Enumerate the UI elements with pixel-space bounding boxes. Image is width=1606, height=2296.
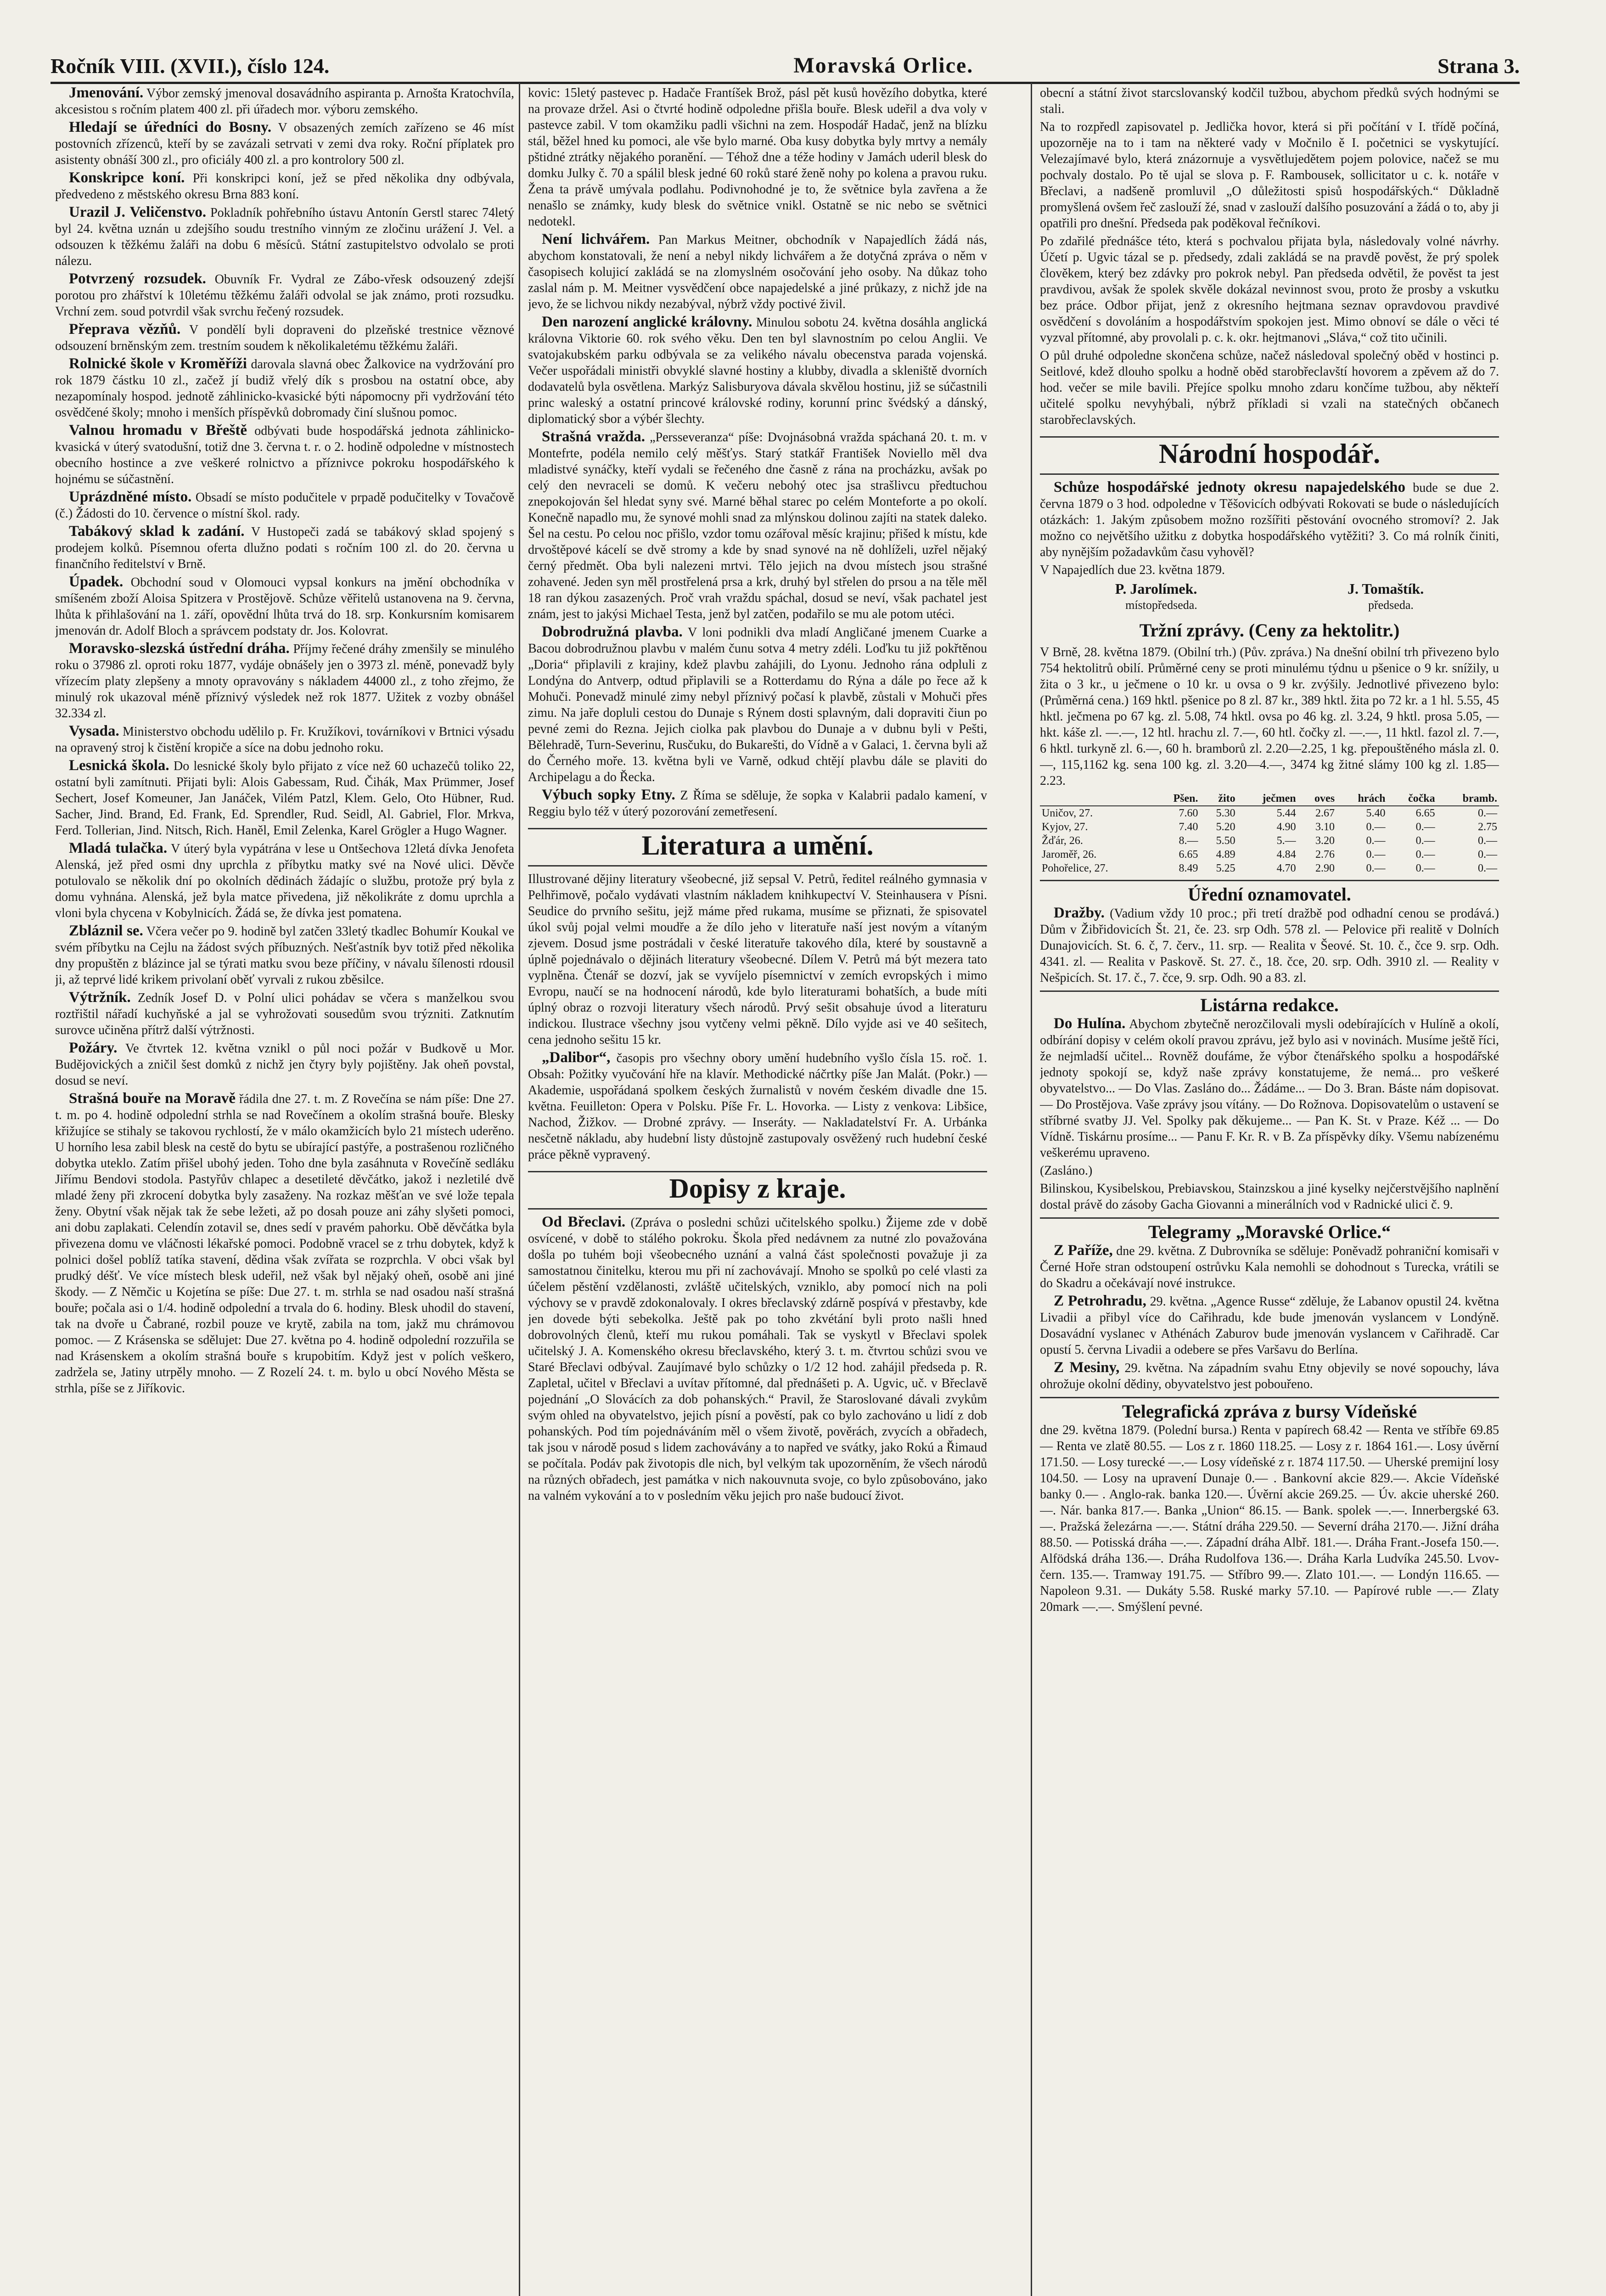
- news-article: [1040, 1293, 1499, 1358]
- price-cell: 5.40: [1366, 807, 1386, 819]
- article-text: 29. května. „Agence Russe“ zděluje, že Labanov opustil 24. května Livadii a přibyl více do Cařihradu, kde bude jmenován vyslancem v Londýně. Dosavádní vyslanec v Athénách Zaburov bude jmenován vyslancem v Cařihradě. Car opustí 5. června Livadii a odebere se přes Varšavu do Berlína.: [1040, 1294, 1499, 1357]
- article-headline: Do Hulína.: [1054, 1015, 1126, 1032]
- price-column-header: žito: [1218, 793, 1235, 805]
- article-text: Ministerstvo obchodu udělilo p. Fr. Kružíkovi, továrníkovi v Brtnici výsadu na opravený stroj k čistění kropiče a síce na dobu jednoho roku.: [55, 725, 514, 755]
- article-text: Minulou sobotu 24. května dosáhla anglická královna Viktorie 60. rok svého věku. Den ten byl slavnostním po celou Anglii. Ve svatojakubském parku odbývala se za velikého návalu obecenstva parada vojenská. Večer uspořádali ministři obvyklé slavné hostiny a klubby, divadla a skleniště dvorních dodavatelů byla osvětlena. Markýz Salisburyova dávala skvělou hostinu, již se súčastnili princ waleský a ostatní princové královské rodiny, korunní princ švédský a dánský, diplomatický sbor a výbér šlechty.: [528, 315, 987, 426]
- article-headline: Vysada.: [69, 723, 119, 739]
- news-article: [55, 271, 514, 320]
- price-cell: 0.—: [1415, 821, 1435, 833]
- news-article: [1040, 233, 1499, 346]
- news-article: [55, 923, 514, 988]
- article-headline: Jmenování.: [69, 85, 144, 101]
- article-headline: Moravsko-slezská ústřední dráha.: [69, 640, 290, 657]
- article-text: Do lesnické školy bylo přijato z více než 60 uchazečů toliko 22, ostatní byli zamítnuti. Přijati byli: Alois Gabessam, Rud. Čihák, Max Prümmer, Josef Sechert, Josef Komeuner, Jan Janáček, Vilém Patzl, Klem. Gelo, Oto Hübner, Rud. Sacher, Jind. Brand, Ed. Frank, Ed. Sprendler, Rud. Seidl, Al. Gabriel, Flor. Mrkva, Ferd. Tollerian, Jind. Nitsch, Rich. Haněl, Emil Zelenka, Karel Grögler a Hugo Wagner.: [55, 759, 514, 838]
- price-cell: Jaroměř, 26.: [1042, 849, 1097, 861]
- price-cell: 5.—: [1276, 835, 1296, 847]
- article-headline: Schůze hospodářské jednoty okresu napajedelského: [1054, 479, 1405, 495]
- price-cell: 3.10: [1315, 821, 1335, 833]
- price-cell: 0.—: [1415, 862, 1435, 874]
- signature-name: P. Jarolímek.: [1115, 580, 1197, 597]
- news-article: [1040, 85, 1499, 117]
- price-column-header: bramb.: [1462, 793, 1497, 805]
- column-2: [528, 85, 987, 2296]
- price-cell: Žďár, 26.: [1042, 835, 1083, 847]
- news-article: [55, 119, 514, 168]
- news-article: [55, 990, 514, 1038]
- table-row: [1040, 848, 1499, 861]
- article-headline: Z Mesiny,: [1054, 1359, 1120, 1376]
- article-headline: Hledají se úředníci do Bosny.: [69, 119, 272, 135]
- price-cell: 0.—: [1366, 849, 1386, 861]
- news-article: [528, 624, 987, 785]
- article-headline: Lesnická škola.: [69, 757, 169, 774]
- article-headline: Úpadek.: [69, 574, 124, 590]
- article-text: Po zdařilé přednášce této, která s pochvalou přijata byla, následovaly volné návrhy. Účetí p. Ugvic tázal se p. předsedy, zdali zakládá se na pravdě pověst, že prý spolek člověkem, který bez zdávky pro pokrok nebyl. Pan předseda odvětil, že pověst ta jest pravdivou, avšak že spolek skvěle dokázal nevinnost svou, proto že prosby a vskutku bez práce. Odbor přijat, jenž z okresního hejtmana seznav opravdovou pravdivé osvědčení s dovoláním a hospodářstvím spokojen jest. Mimo obnoví se dále o věci té vyzval přítomné, aby provolali p. c. k. okr. hejtmanovi „Sláva,“ což tito učinili.: [1040, 234, 1499, 345]
- news-article: [55, 1040, 514, 1089]
- price-cell: 7.40: [1179, 821, 1198, 833]
- newspaper-title: Moravská Orlice.: [793, 53, 974, 78]
- article-headline: Tabákový sklad k zadání.: [69, 523, 245, 540]
- article-text: řádila dne 27. t. m. Z Rovečína se nám píše: Dne 27. t. m. po 4. hodině odpolední strhla se nad Rovečínem a okolím strašná bouře. Blesky křižujíce se stihaly se takovou rychlostí, že v málo okamžicích bylo 21 místech uderěno. U horního lesa zabil blesk na cestě do bytu se ubírající pastýře, a postrašenou rozličného dobytka uteklo. Zatím přišel ubohý jeden. Toho dne byla zasáhnuta v Rovečíně sedláku Jiřímu Bendovi stodola. Pastyřův chlapec a desetileté děvčátko, jakož i nezletilé dvě mladé ženy při zkrocení dobytka byly zasaženy. Na rozkaz měšťan ve své lože tepala ženy. Obytní však nějak tak že sebe ležeti, až po dosah pouze ani záhy slyšeti pomoci, ani dobu zaplakati. Celendín zotavil se, dnes sedí v pravém pahorku. Obě děvčátka byla přivezena domu ve vláčnosti lékařské pomoci. Podobně vracel se z trhu dobytek, když k polnici došel poblíž tatíka stavení, dědina však zvířata se rozprchla. V obci však byl prudký déšť. Ve více místech blesk udeřil, než však byl nějaký oheň, osobě ani jiné škody. — Z Němčic u Kojetína se píše: Due 27. t. m. strhla se nad osadou naší strašná bouře; počala asi o 1/4. hodině odpolední a trvala do 6. hodiny. Blesk uhodil do stavení, tak na dvoře u Čabrané, rozbil pouze ve krytě, zabila na tom, jakž mu chrámovou pomoc. — Z Krásenska se sdělujet: Due 27. května po 4. hodině odpolední rozzuřila se nad Krásenskem a okolím strašná bouře s krupobitím. Když jest v polích veškero, zadržela se, Jatiny utrpěly mnoho. — Z Rozelí 24. t. m. bylo u obcí Nového Města se strhla, píše se z Jiříkovic.: [55, 1092, 514, 1396]
- signatures: [1040, 581, 1499, 597]
- article-text: V Hustopeči zadá se tabákový sklad spojený s prodejem kolků. Písemnou oferta dlužno podati s ročním 100 zl. do 20. června u finančního ředitelství v Brně.: [55, 525, 514, 571]
- article-text: V obsazených zemích zařízeno se 46 míst postovních zřízenců, kteří by se zavázali setrvati v zemi dva roky. Roční příplatek pro asistenty obnáší 300 zl., pro oficiály 400 zl. a pro kontrolory 500 zl.: [55, 121, 514, 167]
- price-cell: 0.—: [1366, 821, 1386, 833]
- signature-roles: [1040, 597, 1499, 613]
- price-cell: Pohořelice, 27.: [1042, 862, 1108, 874]
- article-text: (Vadium vždy 10 proc.; při tretí dražbě pod odhadní cenou se prodává.) Dům v Žibřidovicích Št. 21, če. 23. srp Odh. 578 zl. — Pelovice při realitě v Dolních Dunajovicích. St. 6. č, 7. červ., 11. srp. — Realita v Šeové. St. 10. č., čce 9. srp. Odh. 4341. zl. — Realita v Paskově. St. 27. č., 18. čce, 20. srp. Odh. 3910 zl. — Reality v Nešpicích. St. 17. č., 7. čce, 9. srp. Odh. 90 a 83. zl.: [1040, 906, 1499, 985]
- section-heading: Literatura a umění.: [528, 828, 987, 867]
- section-heading: Národní hospodář.: [1040, 436, 1499, 475]
- news-article: [55, 170, 514, 203]
- article-text: V pondělí byli dopraveni do plzeňské trestnice věznové odsouzení brněnským zem. trestním soudem k několikaletému těžkému žaláři.: [55, 323, 514, 353]
- article-headline: Dražby.: [1054, 905, 1105, 921]
- news-article: [1040, 119, 1499, 231]
- table-row: [1040, 820, 1499, 834]
- news-article: [55, 574, 514, 639]
- article-text: Ve čtvrtek 12. května vznikl o půl noci požár v Budkově u Mor. Budějovických a zničil šest domků z nichž jen čtyry byly pojištěny. Jak oheň povstal, dosud se neví.: [55, 1041, 514, 1088]
- news-article: [55, 422, 514, 487]
- table-row: [1040, 806, 1499, 820]
- news-article: [55, 723, 514, 756]
- article-headline: Konskripce koní.: [69, 169, 185, 186]
- article-text: Obsadí se místo podučitele v prpadě podučitelky v Tovačově (č.) Žádosti do 10. července o místní škol. rady.: [55, 490, 514, 521]
- price-cell: 0.—: [1415, 835, 1435, 847]
- price-cell: 5.30: [1216, 807, 1235, 819]
- article-text: (Zpráva o posledni schůzi učitelského spolku.) Žijeme zde v době osvícené, v době to stálého pokroku. Škola před nedávnem za nutné zlo považována došla po tuhém boji všeobecného uznání a valná část společnosti považuje ji za samostatnou činitelku, kterou mu při ní zachovávají. Mnoho se spolků po celé vlasti za účelem pěstění vzdělanosti, zvláště učitelských, vzniklo, aby pomocí nich na poli výchovy se v pravdě zdokonalovaly. I okres břeclavský zdárně pospívá v přestavby, kde jen dovede býti sebekolka. Ještě pak po toho zkvétání byli proto našli hned dobrovolných členů, kteří mu rukou pomáhali. Tak se vyskytl v Břeclavi spolek učitelský J. A. Komenského okresu břeclavského, který 3. t. m. čtvrtou schůzi svou ve Staré Břeclavi odbýval. Zaujímavé bylo schůzky o 1/2 12 hod. zahájil předseda p. R. Zapletal, učitel v Břeclavi a uvítav přítomné, dal přednášeti p. A. Ugvic, uč. v Břeclavě pojednání „O Slovácích za dob pohanských.“ Pravil, že Staroslované dávali zvykům svým ohled na obyvatelstvo, jejich písní a pověstí, pak co bylo zachováno u lidí z dob pohanských. Pod tím pojednáváním měl o všem životě, pověrách, zvycích a obřadech, tak jsou v národě posud s lidem zachovávány a to napřed ve svátky, jako Rokú a Řimaud se počítala. Podáv pak životopis dle nich, byl velkým tak upozorněním, že všech národů na různých obřadech, jest památka v nich nakouvnuta svoje, co bylo způsobováno, jako na valném vykování a to v posledním věku jejich pro naše budoucí život.: [528, 1216, 987, 1503]
- box-heading: Úřední oznamovatel.: [1040, 880, 1499, 905]
- price-cell: 2.67: [1315, 807, 1335, 819]
- price-cell: 4.84: [1276, 849, 1296, 861]
- price-cell: 3.20: [1315, 835, 1335, 847]
- news-article: [1040, 1181, 1499, 1213]
- price-cell: 5.25: [1216, 862, 1235, 874]
- article-text: Příjmy řečené dráhy zmenšily se minulého roku o 37986 zl. oproti roku 1877, vydáje obnášely jen o 3973 zl. méně, ponevadž byly vřízecím platy zlepšeny a mnoty opravovány s nákladem 44000 zl., z toho zřejmo, že minulý rok ukazoval méně příznivý výsledek než rok 1877. Užitek z vozby obnášel 32.334 zl.: [55, 642, 514, 720]
- table-row: [1040, 861, 1499, 875]
- news-article: [528, 1050, 987, 1163]
- article-headline: Dobrodružná plavba.: [542, 624, 683, 640]
- box-heading: Listárna redakce.: [1040, 990, 1499, 1016]
- article-headline: Výtržník.: [69, 989, 131, 1006]
- article-headline: Z Petrohradu,: [1054, 1293, 1146, 1309]
- article-headline: Požáry.: [69, 1040, 118, 1056]
- price-cell: 4.89: [1216, 849, 1235, 861]
- news-article: [55, 840, 514, 921]
- article-text: Obuvník Fr. Vydral ze Zábo-vřesk odsouzený zdejší porotou pro zhářství k 10letému těžkému žaláři odvolal se jak známo, proti rozsudku. Vrchní zem. soud potvrdil však svrchu řečený rozsudek.: [55, 272, 514, 319]
- price-cell: 2.90: [1315, 862, 1335, 874]
- article-text: Illustrované dějiny literatury všeobecné, již sepsal V. Petrů, ředitel reálného gymnasia v Pelhřimově, počalo vydávati vlastním nákladem knihkupectví V. Steinhausera v Písni. Seudice do prvního sešitu, jejž máme před rukama, musíme se přiznati, že spisovatel úkol svůj pojal velmi moudře a že dílo jeho v literatuře naší jest novým a vítaným zjevem. Dosud jsme postrádali v české literatuře takového díla, které by soustavně a úplně pojednávalo o dějinách literatury všeobecné. Dílem V. Petrů má být mezera tato vyplněna. Čtenář se dozví, jak se vyvíjelo písemnictví v zemích evropských i mimo Evropu, naučí se na hodnocení národů, kde bylo literaturami bohatších, a bude míti úplný obraz o rozvoji literatury všech národů. Prvý sešit obsahuje úvod a literaturu indickou. Ilustrace všechny jsou vytčeny velmi pěkně. Dílo vyjde asi ve 40 sešitech, cena jednoho sešitu 15 kr.: [528, 872, 987, 1047]
- price-cell: 6.65: [1179, 849, 1198, 861]
- price-column-header: hrách: [1358, 793, 1386, 805]
- article-text: obecní a státní život starcslovanský kodčil tužbou, abychom předků svých hodnými se stali.: [1040, 86, 1499, 116]
- price-cell: 0.—: [1478, 807, 1497, 819]
- price-cell: 8.—: [1179, 835, 1198, 847]
- article-headline: Strašná bouře na Moravě: [69, 1090, 236, 1107]
- price-cell: 7.60: [1179, 807, 1198, 819]
- article-text: bude se due 2. června 1879 o 3 hod. odpoledne v Těšovicích odbývati Rokovati se bude o následujících otázkách: 1. Jakým způsobem možno rozšířiti pěstování ovocného stromoví? 2. Jak možno co největšího užitku z dobytka hospodářského vytěžiti? 3. Co má rolník činiti, aby nynějším požadavkům času vyhověl?: [1040, 481, 1499, 559]
- article-text: Pan Markus Meitner, obchodník v Napajedlích žádá nás, abychom konstatovali, že není a nebyl nikdy lichvářem a že dotyčná zpráva o něm v časopisech kolujicí zakládá se na zlomyslném osočování jeho osoby. Na důkaz toho zaslal nám p. M. Meitner vysvědčení obce napajedelské a jiné průkazy, z nichž jde na jevo, že se lichvou nikdy nezabýval, nýbrž vždy poctivé živil.: [528, 233, 987, 311]
- news-article: [55, 489, 514, 522]
- article-headline: Urazil J. Veličenstvo.: [69, 204, 207, 220]
- news-article: [1040, 905, 1499, 986]
- article-headline: Uprázdněné místo.: [69, 489, 192, 505]
- box-heading: Telegramy „Moravské Orlice.“: [1040, 1217, 1499, 1243]
- news-article: [55, 1091, 514, 1396]
- price-cell: 5.20: [1216, 821, 1235, 833]
- price-cell: 2.75: [1478, 821, 1497, 833]
- price-cell: 4.70: [1276, 862, 1296, 874]
- price-column-header: Pšen.: [1173, 793, 1198, 805]
- news-article: [1040, 348, 1499, 428]
- article-headline: Potvrzený rozsudek.: [69, 270, 206, 287]
- news-article: [55, 85, 514, 118]
- article-text: odbývati bude hospodářská jednota záhlinicko-kvasická v úterý svatodušní, totiž dne 3. června t. r. o 2. hodině odpoledne v místnostech obecního hostince a zve veškeré rolnictvo a příznivce pokroku hospodářského k hojnému se súčastnění.: [55, 424, 514, 486]
- article-text: V loni podnikli dva mladí Angličané jmenem Cuarke a Bacou dobrodružnou plavbu v malém čunu sotva 4 metry zdéli. Loďku tu již pokřtěnou „Doria“ připlavili z krajiny, kdež plavbu zahájili, do Lyonu. Jednoho rána odpluli z Londýna do Antverp, odtud připlavili se a Rotterdamu do Rýna a dále po řece až k Mohuči. Ponevadž minulé zimy nebyl příznivý počasí k plavbě, zůstali v Mohuči přes zimu. Na jaře dopluli cestou do Dunaje s Rýnem dosti splavným, dali dopraviti čiun po pevné zemi do Rezna. Jejich ciolka pak plavbou do Dunaje a v dubnu byli v Pešti, Bělehradě, Turn-Severinu, Rusčuku, do Bukarešti, do Vídně a v Galaci, 1. června byli až do Černého moře. 13. května byli ve Varně, odkud chtějí plavbu dále se plaviti do Archipelagu a do Řecka.: [528, 625, 987, 784]
- article-text: dne 29. května 1879. (Polední bursa.) Renta v papírech 68.42 — Renta ve stříbře 69.85 — Renta ve zlatě 80.55. — Los z r. 1860 118.25. — Losy z r. 1864 161.—. Losy úvěrní 171.50. — Losy turecké —.— Losy vídeňské z r. 1874 117.50. — Uherské premijní losy 104.50. — Losy na upravení Dunaje 0.— . Bankovní akcie 829.—. Akcie Vídeňské banky 0.— . Anglo-rak. banka 120.—. Úvěrní akcie 269.25. — Úv. akcie uherské 260.—. Nár. banka 817.—. Banka „Union“ 86.15. — Bank. spolek —.—. Innerbergské 63.—. Pražská železárna —.—. Státní dráha 229.50. — Severní dráha 2170.—. Jižní dráha 88.50. — Potisská dráha —.—. Západní dráha Albř. 181.—. Dráha Frant.-Josefa 150.—. Alfödská dráha 136.—. Dráha Rudolfova 136.—. Dráha Karla Ludvíka 245.50. Lvov-čern. 135.—. Tramway 191.75. — Stříbro 99.—. Zlato 101.—. — Londýn 116.65. — Napoleon 9.31. — Dukáty 5.58. Ruské marky 57.10. — Papírové ruble —.— Zlaty 20mark —.—. Smýšlení pevné.: [1040, 1423, 1499, 1614]
- price-cell: 0.—: [1366, 862, 1386, 874]
- box-heading: Telegrafická zpráva z bursy Vídeňské: [1040, 1397, 1499, 1422]
- column-3: [1040, 85, 1499, 2296]
- price-cell: 0.—: [1478, 849, 1497, 861]
- article-text: Při konskripci koní, jež se před několika dny odbývala, předvedeno z městského okresu Brna 883 koní.: [55, 171, 514, 202]
- article-text: Výbor zemský jmenoval dosavádního aspiranta p. Arnošta Kratochvíla, akcesistou s ročním platem 400 zl. při úřadech mor. výboru zemského.: [55, 86, 514, 117]
- article-text: V Napajedlích due 23. května 1879.: [1040, 563, 1225, 577]
- news-article: [1040, 479, 1499, 560]
- price-cell: 5.50: [1216, 835, 1235, 847]
- article-headline: Mladá tulačka.: [69, 840, 168, 856]
- article-text: časopis pro všechny obory umění hudebního vyšlo čísla 15. roč. 1. Obsah: Požitky vyučování hře na klavír. Methodické náčrtky píše Jan Malát. (Pokr.) — Akademie, uspořádaná spolkem českých žurnalistů v novém českém divadle dne 15. května. Feuilleton: Opera v Polsku. Píše Fr. L. Hovorka. — Listy z venkova: Libšice, Nachod, Žižkov. — Drobné zprávy. — Inseráty. — Nakladatelství Fr. A. Urbánka nesčetně nákladu, aby hudební listy důstojně zastupovaly osvěžený ruch hudební české práce pěkně vypravený.: [528, 1051, 987, 1162]
- column-divider: [1031, 83, 1032, 2296]
- price-cell: 8.49: [1179, 862, 1198, 874]
- article-text: Abychom zbytečně nerozčilovali mysli odebírajících v Hulíně a okolí, odbírání dopisy v celém okolí pravou zprávu, jež bylo asi v novinách. Musíme ještě říci, že nejmladší učitel... Rovněž doufáme, že výbor čtenářského spolku a hospodářské jednoty spokojí se, když naše zprávy konstatujeme, že nemá... pro veškeré obyvatelstvo... — Do Vlas. Zasláno do... Žádáme... — Do 3. Bran. Báste nám dopisovat. — Do Prostějova. Vaše zprávy jsou vítány. — Do Rožnova. Dopisovatelům o ustavení se stříbrné svatby JJ. Vel. Spolky pak děkujeme... — Pan K. St. v Praze. Kéž ... — Do Vídně. Tiskárnu prosíme... — Panu F. Kr. R. v B. Za příspěvky díky. Všemu nabízenému veškerému upraveno.: [1040, 1017, 1499, 1160]
- news-article: [528, 1214, 987, 1504]
- news-article: [528, 85, 987, 230]
- news-article: [55, 321, 514, 354]
- price-cell: 0.—: [1415, 849, 1435, 861]
- article-text: darovala slavná obec Žalkovice na vydržování pro rok 1879 částku 10 zl., začež jí budiž vřelý dík s prosbou na ostatní obce, aby nezapomínaly hospod. jednotě záhlinicko-kvasické býti nápomocny při vydržování této osvědčené školy; mnoho i menších příspěvků dobromady činí slušnou pomoc.: [55, 357, 514, 420]
- article-headline: Není lichvářem.: [542, 231, 650, 248]
- price-column-header: čočka: [1408, 793, 1435, 805]
- price-cell: 4.90: [1276, 821, 1296, 833]
- article-text: „Persseveranza“ píše: Dvojnásobná vražda spáchaná 20. t. m. v Montefrte, podéla nemilo celý měšťys. Starý statkář František Noviello měl dva mladistvé synáčky, kteří vydali se řečeného dne časně z rána na procházku, avšak po celý den nevraceli se domů. K večeru nebohý otec jsa strašlivcu předtuchou znepokojován šel hledat syny své. Marné běhal starec po celém Monteforte a po okolí. Konečně napadlo mu, že synové mohli snad za mlýnskou dolinou zajíti na statek daleko. Šel na cestu. Po celou noc přišlo, vzdor tomu ozářoval měsíc krajinu; přišed k místu, kde drvoštěpové kácelí se dvě stromy a kde by snad synové na ně dohlíželi, uzřel nějaký černý předmět. Oba byli nalezeni mrtvi. Tělo jejich na dvou místech jsou strašné zohavené. Jeden syn měl prostřelená prsa a krk, druhý byl střelen do prsou a na těle měl 18 ran dýkou zasazených. Proč vrah vraždu spáchal, dosud se neví, však pachatel jest znám, jest to jakýsi Michael Testa, jenž byl zatčen, podařilo se mu ale potom utéci.: [528, 430, 987, 621]
- column-divider: [519, 83, 520, 2296]
- news-article: [1040, 1243, 1499, 1291]
- article-headline: Výbuch sopky Etny.: [542, 787, 675, 803]
- article-text: Pokladník pohřebního ústavu Antonín Gerstl starec 74letý byl 24. května uznán u zdejšího soudu trestního vinným ze zločinu urážení J. Vel. a odsouzen k těžkému žaláři na dobu 6 měsíců. Státní zastupitelstvo odvolalo se proti nálezu.: [55, 206, 514, 268]
- article-headline: Od Břeclavi.: [542, 1214, 626, 1230]
- signature-name: J. Tomaštík.: [1347, 580, 1424, 597]
- news-article: [55, 758, 514, 838]
- news-article: [528, 787, 987, 820]
- page-number: Strana 3.: [1438, 54, 1520, 78]
- price-cell: 0.—: [1478, 835, 1497, 847]
- article-text: 29. května. Na západním svahu Etny objevily se nové sopouchy, láva ohrožuje okolní dědiny, obyvatelstvo jest pobouřeno.: [1040, 1361, 1499, 1391]
- news-article: [55, 204, 514, 269]
- article-text: Na to rozpředl zapisovatel p. Jedlička hovor, která si při počítání v I. třídě počíná, upozorněje na to i tam na některé vady v Močnilo ě I. početnici se vyskytující. Velezajímavé bylo, která znázornuje a vysvětlujedětem pojem polovice, načež se mu pochvaly dostalo. Po tě ujal se slova p. F. Rambousek, sollicitator u c. k. notáře v Břeclavi, a nadšeně promluvil „O důležitosti spisů hospodářských.“ Důkladně promyšlená ovšem řeč zaslouží žé, snad v zaslouží dalšího posuzování a žádá o to, aby ji opatřili pro dnešní. Předseda pak poděkoval řečníkovi.: [1040, 120, 1499, 231]
- article-text: V Brně, 28. května 1879. (Obilní trh.) (Pův. zpráva.) Na dnešní obilní trh přivezeno bylo 754 hektolitrů obilí. Průměrné ceny se proti minulému týdnu u pšenice o 9 kr. snížily, u žita o 3 kr., u ječmene o 10 kr. u ovsa o 9 kr. zvýšily. Jednotlivé přivezeno bylo: (Průměrná cena.) 169 hktl. pšenice po 8 zl. 87 kr., 389 hktl. žita po 72 kr. a 1 hl. 5.55, 45 hktl. ječmena po 67 kg. zl. 5.08, 74 hktl. ovsa po 46 kg. zl. 3.24, 9 hktl. prosa 5.05, — hkt. káše zl. —.—, 12 htl. hrachu zl. 7.—, 60 htl. čočky zl. —.—, 11 hktl. fazol zl. 7.—, 6 hktl. turkyně zl. 6.—, 60 h. bramborů zl. 2.20—2.25, 1 kg. přepouštěného másla zl. 0.—, 115,1162 kg. sena 100 kg. zl. 3.20—4.—, 3474 kg žitné slámy 100 kg zl. 1.85—2.23.: [1040, 645, 1499, 788]
- article-text: Bilinskou, Kysibelskou, Prebiavskou, Stainzskou a jiné kyselky nejčerstvějšího naplnění dostal právě do zásoby Gacha Giovanni a minerálních vod v Radnické ulici č. 9.: [1040, 1182, 1499, 1212]
- price-cell: Kyjov, 27.: [1042, 821, 1088, 833]
- news-article: [1040, 1163, 1499, 1179]
- article-text: O půl druhé odpoledne skončena schůze, načež následoval společný oběd v hostinci p. Seitlové, kdež dlouho spolku a hodně oběd starobřeclavští hovorem a zpěvem až do 7. hod. večer se mile bavili. Přejíce spolku mnoho zdaru končíme tužbou, aby někteří učitelé spolku nevyhýbali, nýbrž příkladi si vzali na statečných občanech starobřeclavských.: [1040, 349, 1499, 427]
- price-column-header: oves: [1314, 793, 1335, 805]
- article-headline: Přeprava vězňů.: [69, 321, 181, 338]
- news-article: [528, 231, 987, 312]
- table-row: [1040, 834, 1499, 848]
- news-article: [55, 523, 514, 572]
- article-text: dne 29. května. Z Dubrovníka se sděluje: Poněvadž pohraniční komisaři v Černé Hoře stran odstoupení ostrůvku Kala nemohli se dohodnout s Turecka, vrátili se do Skadru a očekávají nové instrukce.: [1040, 1244, 1499, 1290]
- article-text: kovic: 15letý pastevec p. Hadače Frantíšek Brož, pásl pět kusů hovězího dobytka, které na provaze držel. Asi o čtvrté hodině odpoledne přišla bouře. Blesk udeřil a dva voly v pastevce zabil. V tom okamžiku padli všichni na zem. Hospodář Hadač, jenž na blízku stál, běžel hned ku pomoci, ale vše bylo marné. Oba kusy dobytka byly mrtvy a nemály pštidné ztrátky nějakého poranění. — Téhož dne a téže hodiny v Jamách uderil blesk do domku Julky č. 70 a spálil blesk jedné 60 roků staré ženě nohy po kolena a pravou ruku. Žena ta právě umývala podlahu. Podivnohodné je to, že světnice byla zavřena a že nenašlo se známky, kudy blesk do světnice vnikl. Ostatně se nic nebo se světnici nedotekl.: [528, 86, 987, 229]
- article-text: Obchodní soud v Olomouci vypsal konkurs na jmění obchodníka v smíšeném zboží Aloisa Spitzera v Prostějově. Schůze věřitelů ustanovena na 9. června, lhůta k přihlašování na 1. září, opovědní lhůta trvá do 18. srp. Konkursním komisarem jmenován dr. Adolf Bloch a správcem podstaty dr. Jos. Kolovrat.: [55, 575, 514, 638]
- price-cell: 5.44: [1276, 807, 1296, 819]
- issue-number: Ročník VIII. (XVII.), číslo 124.: [51, 54, 330, 78]
- news-article: [1040, 562, 1499, 578]
- article-text: Včera večer po 9. hodině byl zatčen 33letý tkadlec Bohumír Koukal ve svém příbytku na Cejlu na žádost svých příbuzných. Nešťastník byv totiž před několika dny propuštěn z blázince jal se týrati matku svou beze příčiny, v návalu šílenosti rdousil ji, až teprvé lidé krikem privolaní oběť vyrvali z rukou zběsilce.: [55, 924, 514, 987]
- article-text: V úterý byla vypátrána v lese u Ontšechova 12letá dívka Jenofeta Alenská, jež před osmi dny uprchla z příbytku matky své na Nové ulici. Děvče potulovalo se několik dní po okolních dědinách žádajíc o službu, protože prý byla z domu vyhnána. Alenská, jež byla matce přivedena, již několikráte z domu uprchla a vloni byla chycena v Kobylnicích. Žádá se, že dívka jest pomatena.: [55, 842, 514, 920]
- article-headline: Den narození anglické královny.: [542, 314, 752, 330]
- news-article: [1040, 1360, 1499, 1392]
- article-headline: Zbláznil se.: [69, 923, 143, 939]
- article-text: (Zasláno.): [1040, 1164, 1093, 1178]
- price-cell: 6.65: [1415, 807, 1435, 819]
- signature-role: místopředseda.: [1125, 598, 1197, 612]
- article-text: Zedník Josef D. v Polní ulici pohádav se včera s manželkou svou roztřištil nářadí kuchyňské a jal se vyhrožovati sousedům svou trýzniti. Zatknutím surovce učiněna přítrž další výtržnosti.: [55, 991, 514, 1037]
- article-headline: Z Paříže,: [1054, 1242, 1113, 1259]
- news-article: [1040, 644, 1499, 789]
- price-column-header: ječmen: [1262, 793, 1296, 805]
- market-price-table: [1040, 792, 1499, 875]
- price-cell: 0.—: [1478, 862, 1497, 874]
- article-headline: Valnou hromadu v Břeště: [69, 422, 247, 439]
- signature-role: předseda.: [1368, 598, 1414, 612]
- news-article: [528, 314, 987, 427]
- price-cell: 2.76: [1315, 849, 1335, 861]
- news-article: [55, 641, 514, 721]
- news-article: [1040, 1422, 1499, 1615]
- article-headline: „Dalibor“,: [542, 1049, 611, 1066]
- price-column-header: [1040, 792, 1154, 806]
- news-article: [55, 356, 514, 421]
- price-cell: 0.—: [1366, 835, 1386, 847]
- news-article: [528, 871, 987, 1048]
- article-headline: Rolnické škole v Kroměříži: [69, 355, 247, 372]
- section-heading: Dopisy z kraje.: [528, 1171, 987, 1210]
- masthead-rule: [51, 82, 1520, 84]
- article-text: Z Říma se sděluje, že sopka v Kalabrii padalo kamení, v Reggiu bylo též v úterý pozorování zemetřesení.: [528, 788, 987, 819]
- column-1: [55, 85, 514, 2296]
- news-article: [528, 429, 987, 622]
- news-article: [1040, 1016, 1499, 1161]
- article-headline: Strašná vražda.: [542, 428, 645, 445]
- price-cell: Uničov, 27.: [1042, 807, 1093, 819]
- subsection-heading: Tržní zprávy. (Ceny za hektolitr.): [1139, 620, 1400, 641]
- masthead: [51, 46, 1520, 78]
